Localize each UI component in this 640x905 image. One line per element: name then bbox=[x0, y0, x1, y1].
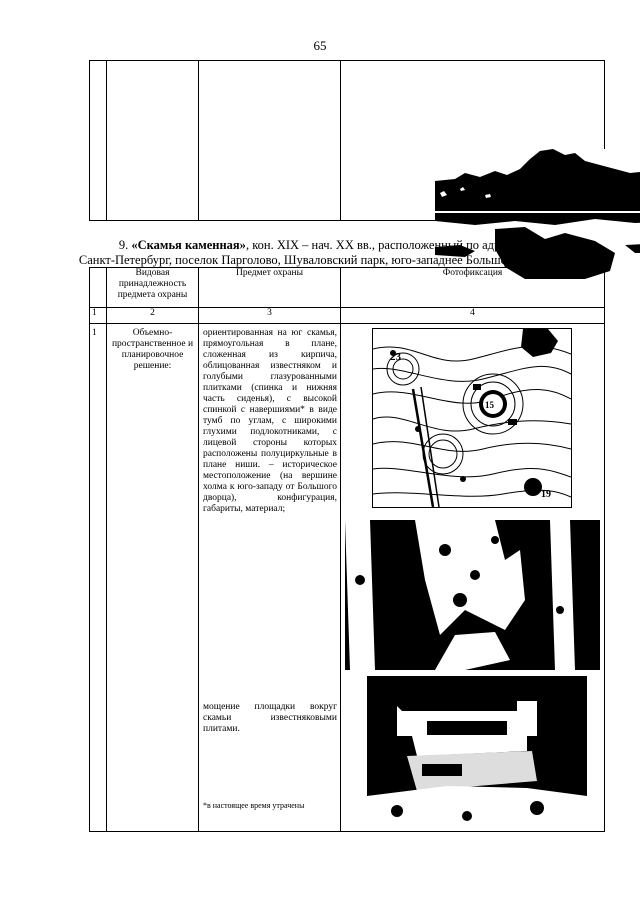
number-3: 3 bbox=[199, 308, 341, 324]
top-cell-4 bbox=[341, 61, 605, 221]
map-label-19: 19 bbox=[541, 489, 551, 500]
number-row bbox=[90, 308, 605, 324]
header-subject: Предмет охраны bbox=[199, 268, 341, 308]
page-number: 65 bbox=[313, 38, 327, 53]
header-type: Видовая принадлежность предмета охраны bbox=[107, 268, 199, 308]
row-number: 1 bbox=[90, 324, 107, 832]
number-4: 4 bbox=[341, 308, 605, 324]
map-label-23: 23 bbox=[390, 351, 401, 363]
row-subject-extra: мощение площадки вокруг скамьи известняковыми плитами. bbox=[203, 702, 337, 734]
row-footnote: *в настоящее время утрачены bbox=[203, 801, 305, 810]
map-label-15: 15 bbox=[485, 400, 494, 410]
top-cell-3 bbox=[199, 61, 341, 221]
header-col1 bbox=[90, 268, 107, 308]
heading-number: 9. bbox=[118, 238, 132, 252]
top-cell-2 bbox=[107, 61, 199, 221]
object-heading bbox=[0, 238, 640, 253]
row-type: Объемно-пространственное и планировочное решение: bbox=[107, 324, 199, 832]
bench-photo bbox=[367, 676, 587, 831]
row-subject-cell bbox=[199, 324, 341, 832]
row-subject-main: ориентированная на юг скамья, прямоугольная в плане, сложенная из кирпича, облицованная известняком и голубыми глазурованными плитками (спинка и нижняя часть сиденья), с высокой спинкой с навершиями* в виде тумб по углам, с широкими глухими подлокотниками, с лицевой стороны которых расположены полуциркульные в плане ниши. – историческое местоположение (на вершине холма к юго-западу от Большого дворца), конфигурация, габариты, материал; bbox=[203, 328, 337, 514]
top-table-fragment bbox=[89, 60, 605, 221]
header-row bbox=[90, 268, 605, 308]
heading-name: «Скамья каменная» bbox=[131, 238, 246, 252]
top-cell-1 bbox=[90, 61, 107, 221]
topographic-map bbox=[372, 328, 572, 508]
heading-rest: , кон. XIX – нач. XX вв., расположенный по адресу: bbox=[245, 238, 522, 252]
number-1: 1 bbox=[90, 308, 107, 324]
forest-photo bbox=[345, 520, 600, 670]
header-photo: Фотофиксация bbox=[341, 268, 605, 308]
number-2: 2 bbox=[107, 308, 199, 324]
object-address: Санкт-Петербург, поселок Парголово, Шуваловский парк, юго-западнее Большого дворца. bbox=[78, 253, 562, 267]
